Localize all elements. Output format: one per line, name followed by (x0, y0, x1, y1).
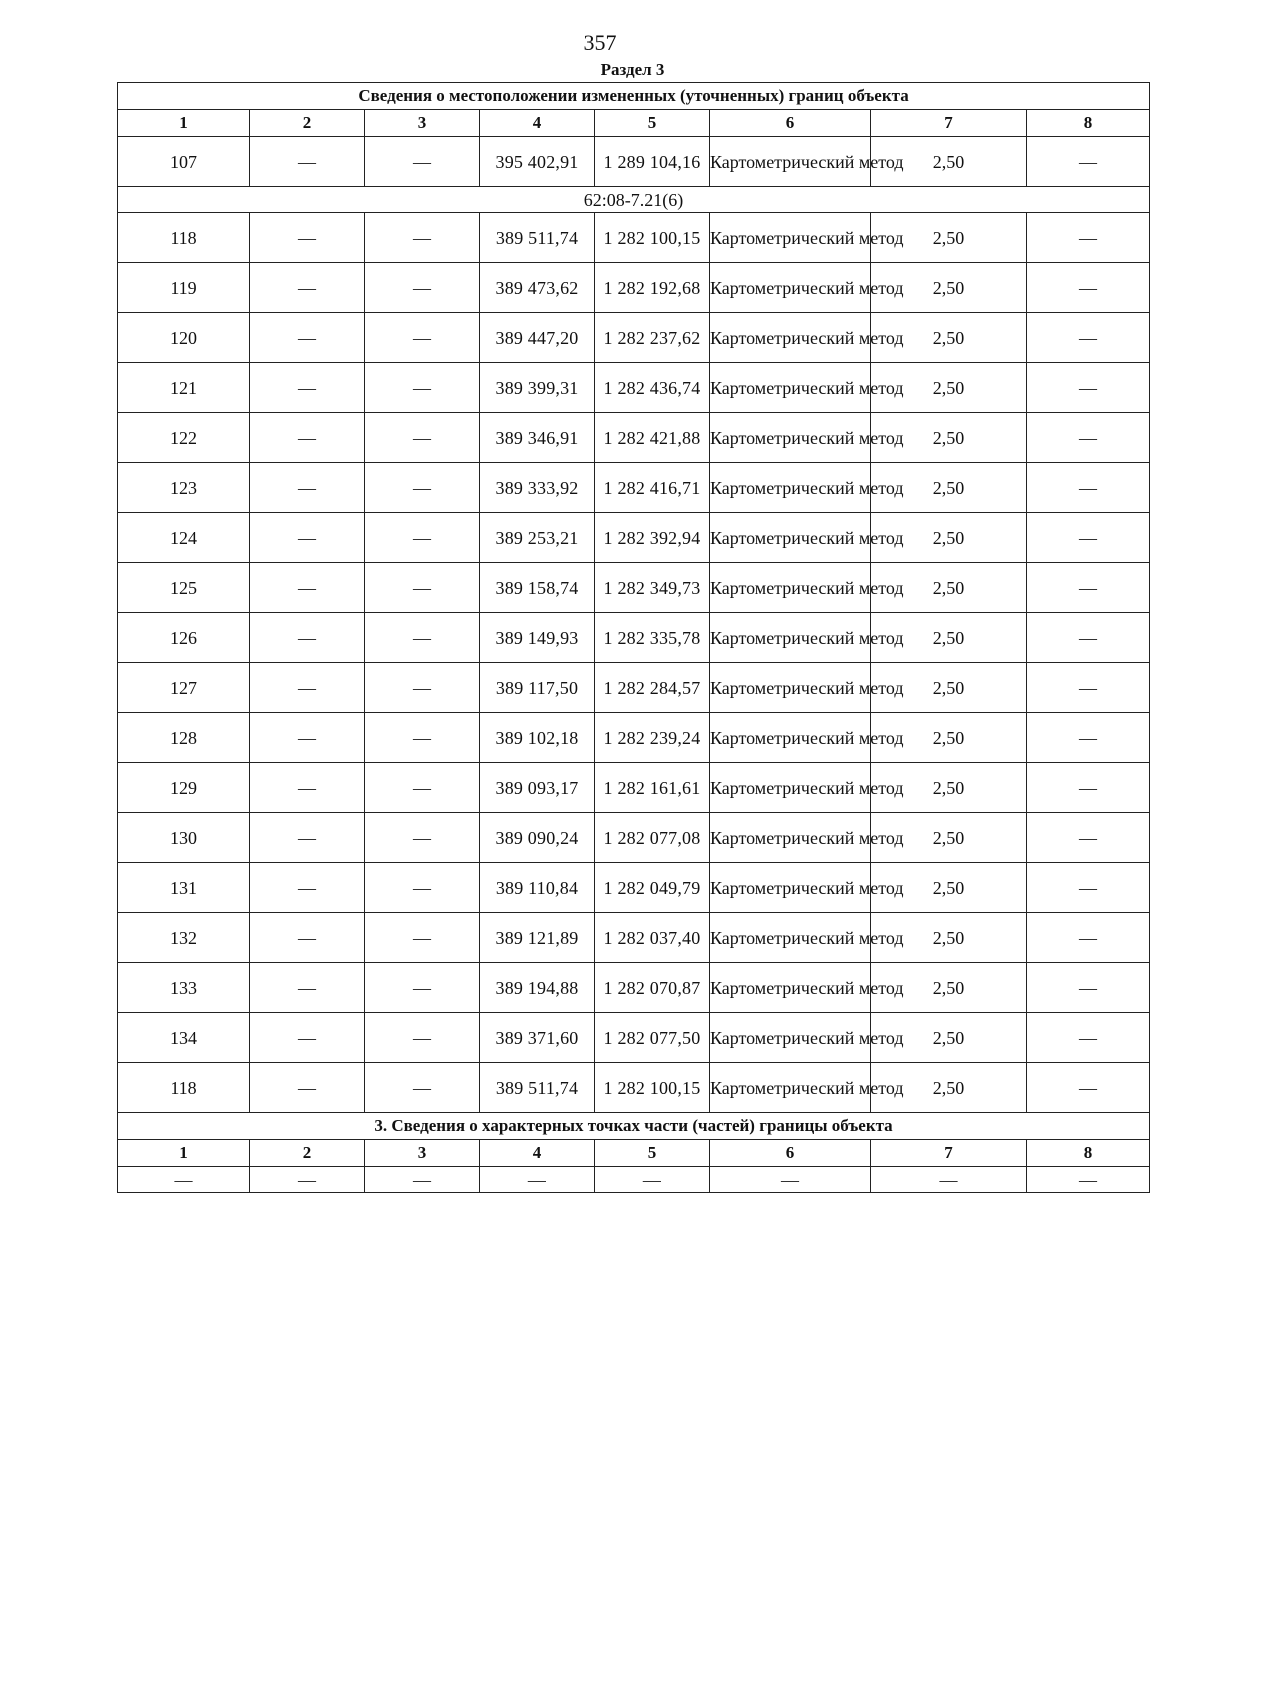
table-cell-c3: — (365, 463, 480, 513)
table-cell-c5: 1 282 192,68 (595, 263, 710, 313)
boundary-table (117, 82, 1150, 1193)
table-cell-c7: 2,50 (871, 263, 1027, 313)
table-caption (118, 83, 1150, 110)
table-cell-c6: Картометрический метод (710, 363, 871, 413)
table-row (118, 813, 1150, 863)
column-header: 8 (1027, 110, 1150, 137)
table-cell-c3: — (365, 363, 480, 413)
table-cell-c2: — (250, 1013, 365, 1063)
table-cell-c3: — (365, 613, 480, 663)
table-cell-c5: 1 282 421,88 (595, 413, 710, 463)
table-cell-c1: 134 (118, 1013, 250, 1063)
table-cell-c8: — (1027, 863, 1150, 913)
column-header: 1 (118, 110, 250, 137)
table-cell-c5: 1 282 049,79 (595, 863, 710, 913)
table-cell-c4: 389 371,60 (480, 1013, 595, 1063)
subsection-caption-cell: 3. Сведения о характерных точках части (частей) границы объекта (118, 1113, 1150, 1140)
table-row (118, 713, 1150, 763)
table-cell-c4: 389 093,17 (480, 763, 595, 813)
table-cell-c3: — (365, 963, 480, 1013)
table-cell-c4: 389 121,89 (480, 913, 595, 963)
subsection-column-header-row (118, 1140, 1150, 1167)
table-cell-c3: — (365, 1167, 480, 1193)
table-cell-c2: — (250, 413, 365, 463)
table-cell-c2: — (250, 263, 365, 313)
table-cell-c6: Картометрический метод (710, 263, 871, 313)
table-cell-c1: 120 (118, 313, 250, 363)
table-cell-c2: — (250, 813, 365, 863)
table-row (118, 663, 1150, 713)
table-cell-c2: — (250, 713, 365, 763)
table-cell-c3: — (365, 713, 480, 763)
table-cell-c8: — (1027, 313, 1150, 363)
table-cell-c4: 389 447,20 (480, 313, 595, 363)
table-cell-c1: 129 (118, 763, 250, 813)
table-cell-c6: Картометрический метод (710, 413, 871, 463)
table-cell-c8: — (1027, 363, 1150, 413)
table-cell-c8: — (1027, 413, 1150, 463)
table-cell-c4: 389 346,91 (480, 413, 595, 463)
table-cell-c4: 389 158,74 (480, 563, 595, 613)
table-cell-c7: 2,50 (871, 663, 1027, 713)
table-cell-c6: — (710, 1167, 871, 1193)
table-row (118, 137, 1150, 187)
table-cell-c3: — (365, 1063, 480, 1113)
table-cell-c2: — (250, 363, 365, 413)
column-header: 2 (250, 1140, 365, 1167)
table-cell-c1: 124 (118, 513, 250, 563)
table-cell-c5: 1 282 239,24 (595, 713, 710, 763)
table-row (118, 363, 1150, 413)
table-cell-c5: 1 282 349,73 (595, 563, 710, 613)
table-cell-c2: — (250, 1063, 365, 1113)
table-cell-c8: — (1027, 1013, 1150, 1063)
table-cell-c5: 1 282 335,78 (595, 613, 710, 663)
table-cell-c4: 389 333,92 (480, 463, 595, 513)
table-cell-c7: 2,50 (871, 713, 1027, 763)
table-cell-c6: Картометрический метод (710, 513, 871, 563)
column-header: 6 (710, 1140, 871, 1167)
table-cell-c4: 395 402,91 (480, 137, 595, 187)
table-cell-c4: 389 117,50 (480, 663, 595, 713)
table-row (118, 263, 1150, 313)
table-cell-c4: 389 253,21 (480, 513, 595, 563)
table-cell-c3: — (365, 813, 480, 863)
table-cell-c3: — (365, 913, 480, 963)
table-cell-c7: 2,50 (871, 813, 1027, 863)
group-label: 62:08-7.21(6) (118, 187, 1150, 213)
table-cell-c7: 2,50 (871, 1013, 1027, 1063)
column-header: 4 (480, 1140, 595, 1167)
table-cell-c7: 2,50 (871, 363, 1027, 413)
table-cell-c7: 2,50 (871, 913, 1027, 963)
table-cell-c4: 389 399,31 (480, 363, 595, 413)
table-cell-c7: 2,50 (871, 1063, 1027, 1113)
table-cell-c3: — (365, 763, 480, 813)
table-cell-c6: Картометрический метод (710, 713, 871, 763)
table-cell-c2: — (250, 1167, 365, 1193)
column-header: 4 (480, 110, 595, 137)
table-cell-c1: 128 (118, 713, 250, 763)
table-row (118, 1167, 1150, 1193)
table-cell-c1: 118 (118, 1063, 250, 1113)
table-cell-c5: 1 282 436,74 (595, 363, 710, 413)
table-cell-c5: 1 282 100,15 (595, 213, 710, 263)
table-cell-c6: Картометрический метод (710, 137, 871, 187)
column-header: 7 (871, 110, 1027, 137)
column-header-row (118, 110, 1150, 137)
table-cell-c7: 2,50 (871, 137, 1027, 187)
table-cell-c1: 123 (118, 463, 250, 513)
table-cell-c2: — (250, 913, 365, 963)
table-row (118, 563, 1150, 613)
table-cell-c3: — (365, 513, 480, 563)
table-cell-c6: Картометрический метод (710, 613, 871, 663)
table-cell-c6: Картометрический метод (710, 763, 871, 813)
table-cell-c2: — (250, 213, 365, 263)
table-cell-c2: — (250, 763, 365, 813)
table-row (118, 863, 1150, 913)
column-header: 5 (595, 110, 710, 137)
table-cell-c3: — (365, 563, 480, 613)
table-row (118, 1013, 1150, 1063)
table-cell-c5: 1 289 104,16 (595, 137, 710, 187)
table-cell-c7: 2,50 (871, 963, 1027, 1013)
table-cell-c1: 131 (118, 863, 250, 913)
table-cell-c3: — (365, 263, 480, 313)
table-cell-c4: 389 511,74 (480, 1063, 595, 1113)
table-cell-c5: 1 282 416,71 (595, 463, 710, 513)
boundary-table-body (118, 83, 1150, 1193)
table-cell-c8: — (1027, 613, 1150, 663)
table-row (118, 613, 1150, 663)
table-cell-c8: — (1027, 1063, 1150, 1113)
table-cell-c4: 389 090,24 (480, 813, 595, 863)
table-cell-c4: 389 194,88 (480, 963, 595, 1013)
table-cell-c1: 132 (118, 913, 250, 963)
table-cell-c1: 107 (118, 137, 250, 187)
table-row (118, 763, 1150, 813)
table-cell-c8: — (1027, 713, 1150, 763)
table-cell-c8: — (1027, 813, 1150, 863)
table-cell-c6: Картометрический метод (710, 863, 871, 913)
table-cell-c4: — (480, 1167, 595, 1193)
table-cell-c8: — (1027, 963, 1150, 1013)
table-cell-c6: Картометрический метод (710, 1013, 871, 1063)
table-cell-c8: — (1027, 663, 1150, 713)
table-row (118, 963, 1150, 1013)
table-cell-c1: 125 (118, 563, 250, 613)
table-cell-c2: — (250, 963, 365, 1013)
table-cell-c5: 1 282 237,62 (595, 313, 710, 363)
table-cell-c6: Картометрический метод (710, 963, 871, 1013)
column-header: 3 (365, 110, 480, 137)
table-cell-c6: Картометрический метод (710, 463, 871, 513)
table-cell-c8: — (1027, 137, 1150, 187)
table-cell-c6: Картометрический метод (710, 1063, 871, 1113)
table-cell-c7: 2,50 (871, 313, 1027, 363)
table-cell-c6: Картометрический метод (710, 913, 871, 963)
table-cell-c1: 126 (118, 613, 250, 663)
table-cell-c2: — (250, 663, 365, 713)
table-cell-c6: Картометрический метод (710, 313, 871, 363)
table-cell-c8: — (1027, 913, 1150, 963)
table-cell-c5: 1 282 077,08 (595, 813, 710, 863)
table-row (118, 413, 1150, 463)
table-cell-c1: 118 (118, 213, 250, 263)
table-cell-c2: — (250, 313, 365, 363)
column-header: 3 (365, 1140, 480, 1167)
table-row (118, 513, 1150, 563)
table-cell-c2: — (250, 513, 365, 563)
column-header: 6 (710, 110, 871, 137)
table-cell-c7: 2,50 (871, 613, 1027, 663)
table-cell-c3: — (365, 313, 480, 363)
column-header: 2 (250, 110, 365, 137)
table-cell-c2: — (250, 863, 365, 913)
table-cell-c5: 1 282 070,87 (595, 963, 710, 1013)
table-cell-c5: — (595, 1167, 710, 1193)
table-cell-c8: — (1027, 1167, 1150, 1193)
table-cell-c5: 1 282 037,40 (595, 913, 710, 963)
table-cell-c1: 119 (118, 263, 250, 313)
table-cell-c3: — (365, 863, 480, 913)
table-cell-c8: — (1027, 463, 1150, 513)
table-cell-c3: — (365, 1013, 480, 1063)
table-cell-c1: 122 (118, 413, 250, 463)
table-cell-c7: 2,50 (871, 413, 1027, 463)
table-cell-c6: Картометрический метод (710, 813, 871, 863)
table-cell-c5: 1 282 284,57 (595, 663, 710, 713)
table-cell-c8: — (1027, 513, 1150, 563)
table-cell-c3: — (365, 413, 480, 463)
table-row (118, 1063, 1150, 1113)
table-cell-c7: 2,50 (871, 513, 1027, 563)
table-cell-c5: 1 282 100,15 (595, 1063, 710, 1113)
subsection-caption (118, 1113, 1150, 1140)
table-row (118, 463, 1150, 513)
table-cell-c5: 1 282 161,61 (595, 763, 710, 813)
table-cell-c5: 1 282 392,94 (595, 513, 710, 563)
table-cell-c4: 389 149,93 (480, 613, 595, 663)
table-cell-c1: 130 (118, 813, 250, 863)
table-cell-c1: 121 (118, 363, 250, 413)
table-cell-c2: — (250, 463, 365, 513)
page-number: 357 (583, 30, 617, 55)
table-cell-c6: Картометрический метод (710, 663, 871, 713)
table-cell-c7: 2,50 (871, 463, 1027, 513)
column-header: 1 (118, 1140, 250, 1167)
group-row (118, 187, 1150, 213)
table-cell-c3: — (365, 213, 480, 263)
table-cell-c7: 2,50 (871, 863, 1027, 913)
table-cell-c6: Картометрический метод (710, 213, 871, 263)
table-cell-c4: 389 102,18 (480, 713, 595, 763)
table-cell-c6: Картометрический метод (710, 563, 871, 613)
section-title: Раздел 3 (600, 60, 665, 79)
table-cell-c5: 1 282 077,50 (595, 1013, 710, 1063)
table-cell-c8: — (1027, 213, 1150, 263)
table-cell-c2: — (250, 563, 365, 613)
table-cell-c8: — (1027, 563, 1150, 613)
table-cell-c2: — (250, 137, 365, 187)
table-cell-c1: 127 (118, 663, 250, 713)
table-cell-c7: 2,50 (871, 563, 1027, 613)
table-caption-cell: Сведения о местоположении измененных (уточненных) границ объекта (118, 83, 1150, 110)
table-cell-c2: — (250, 613, 365, 663)
table-cell-c3: — (365, 663, 480, 713)
table-cell-c3: — (365, 137, 480, 187)
table-cell-c1: 133 (118, 963, 250, 1013)
table-cell-c7: 2,50 (871, 763, 1027, 813)
table-cell-c4: 389 511,74 (480, 213, 595, 263)
table-row (118, 313, 1150, 363)
table-cell-c7: 2,50 (871, 213, 1027, 263)
table-cell-c4: 389 473,62 (480, 263, 595, 313)
table-row (118, 913, 1150, 963)
table-row (118, 213, 1150, 263)
column-header: 5 (595, 1140, 710, 1167)
table-cell-c8: — (1027, 263, 1150, 313)
table-cell-c4: 389 110,84 (480, 863, 595, 913)
column-header: 7 (871, 1140, 1027, 1167)
table-cell-c1: — (118, 1167, 250, 1193)
table-cell-c8: — (1027, 763, 1150, 813)
table-cell-c7: — (871, 1167, 1027, 1193)
column-header: 8 (1027, 1140, 1150, 1167)
